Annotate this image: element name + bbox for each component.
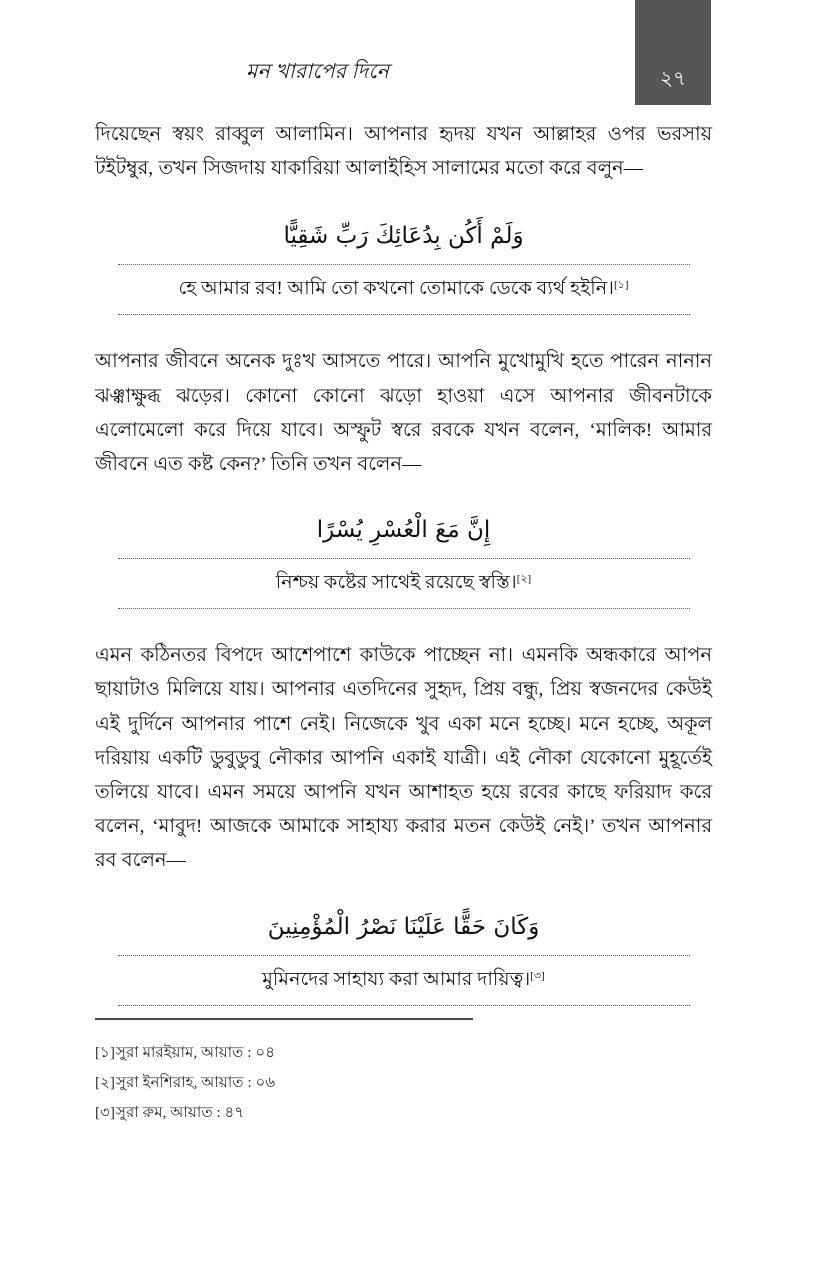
translation-box-2 [118, 558, 690, 609]
spacer [95, 609, 712, 639]
paragraph-3: এমন কঠিনতর বিপদে আশেপাশে কাউকে পাচ্ছেন না। এমনকি অন্ধকারে আপন ছায়াটাও মিলিয়ে যায়। আপনার এতদিনের সুহৃদ, প্রিয় বন্ধু, প্রিয় স্বজনদের কেউই এই দুর্দিনে আপনার পাশে নেই। নিজেকে খুব একা মনে হচ্ছে। মনে হচ্ছে, অকূল দরিয়ায় একটি ডুবুডুবু নৌকার আপনি একাই যাত্রী। এই নৌকা যেকোনো মুহূর্তেই তলিয়ে যাবে। এমন সময়ে আপনি যখন আশাহত হয়ে রবের কাছে ফরিয়াদ করে বলেন, ‘মাবুদ! আজকে আমাকে সাহায্য করার মতন কেউই নেই।’ তখন আপনার রব বলেন— [95, 645, 712, 872]
footnote-marker: [৩] [95, 1104, 115, 1121]
spacer [95, 315, 712, 345]
footnote-item [95, 1098, 715, 1128]
footnote-text: সুরা রুম, আয়াত : ৪৭ [116, 1104, 245, 1121]
page-header [0, 0, 822, 106]
arabic-verse-3: وَكَانَ حَقًّا عَلَيْنَا نَصْرُ الْمُؤْمِنِينَ [267, 913, 540, 940]
ayah-block-1 [95, 210, 712, 315]
footnote-marker: [১] [95, 1044, 115, 1061]
page-content [95, 118, 712, 1006]
running-header-title: মন খারাপের দিনে [245, 61, 390, 83]
ayah-block-3 [95, 901, 712, 1006]
translation-box-3 [118, 955, 690, 1006]
footnotes-section [95, 1018, 715, 1128]
footnote-marker: [২] [95, 1074, 115, 1091]
spacer [95, 879, 712, 901]
footnote-reference-3[interactable]: [৩] [530, 969, 545, 982]
arabic-verse-1: وَلَمْ أَكُن بِدُعَائِكَ رَبِّ شَقِيًّا [283, 223, 524, 250]
arabic-verse-2: إِنَّ مَعَ الْعُسْرِ يُسْرًا [316, 517, 491, 544]
footnote-item [95, 1068, 715, 1098]
translation-box-1 [118, 264, 690, 315]
page-number-box [635, 0, 711, 105]
paragraph-2: আপনার জীবনে অনেক দুঃখ আসতে পারে। আপনি মুখোমুখি হতে পারেন নানান ঝঞ্ঝাক্ষুব্ধ ঝড়ের। কোনো কোনো ঝড়ো হাওয়া এসে আপনার জীবনটাকে এলোমেলো করে দিয়ে যাবে। অস্ফুট স্বরে রবকে যখন বলেন, ‘মালিক! আমার জীবনে এত কষ্ট কেন?’ তিনি তখন বলেন— [95, 351, 712, 476]
footnote-item [95, 1038, 715, 1068]
translation-text-2: নিশ্চয় কষ্টের সাথেই রয়েছে স্বস্তি। [275, 572, 517, 594]
translation-text-1: হে আমার রব! আমি তো কখনো তোমাকে ডেকে ব্যর্থ হইনি। [178, 278, 615, 300]
ayah-block-2 [95, 504, 712, 609]
footnote-separator [95, 1018, 473, 1020]
footnote-reference-2[interactable]: [২] [516, 573, 532, 586]
translation-text-3: মুমিনদের সাহায্য করা আমার দায়িত্ব। [262, 968, 531, 990]
footnote-reference-1[interactable]: [১] [614, 279, 629, 292]
footnote-text: সুরা মারইয়াম, আয়াত : ০৪ [115, 1044, 276, 1061]
footnote-text: সুরা ইনশিরাহ, আয়াত : ০৬ [116, 1074, 276, 1091]
page-number: ২৭ [659, 68, 686, 90]
spacer [95, 186, 712, 210]
paragraph-1: দিয়েছেন স্বয়ং রাব্বুল আলামিন। আপনার হৃদয় যখন আল্লাহর ওপর ভরসায় টইটম্বুর, তখন সিজদায় যাকারিয়া আলাইহিস সালামের মতো করে বলুন— [95, 124, 712, 180]
spacer [95, 482, 712, 504]
